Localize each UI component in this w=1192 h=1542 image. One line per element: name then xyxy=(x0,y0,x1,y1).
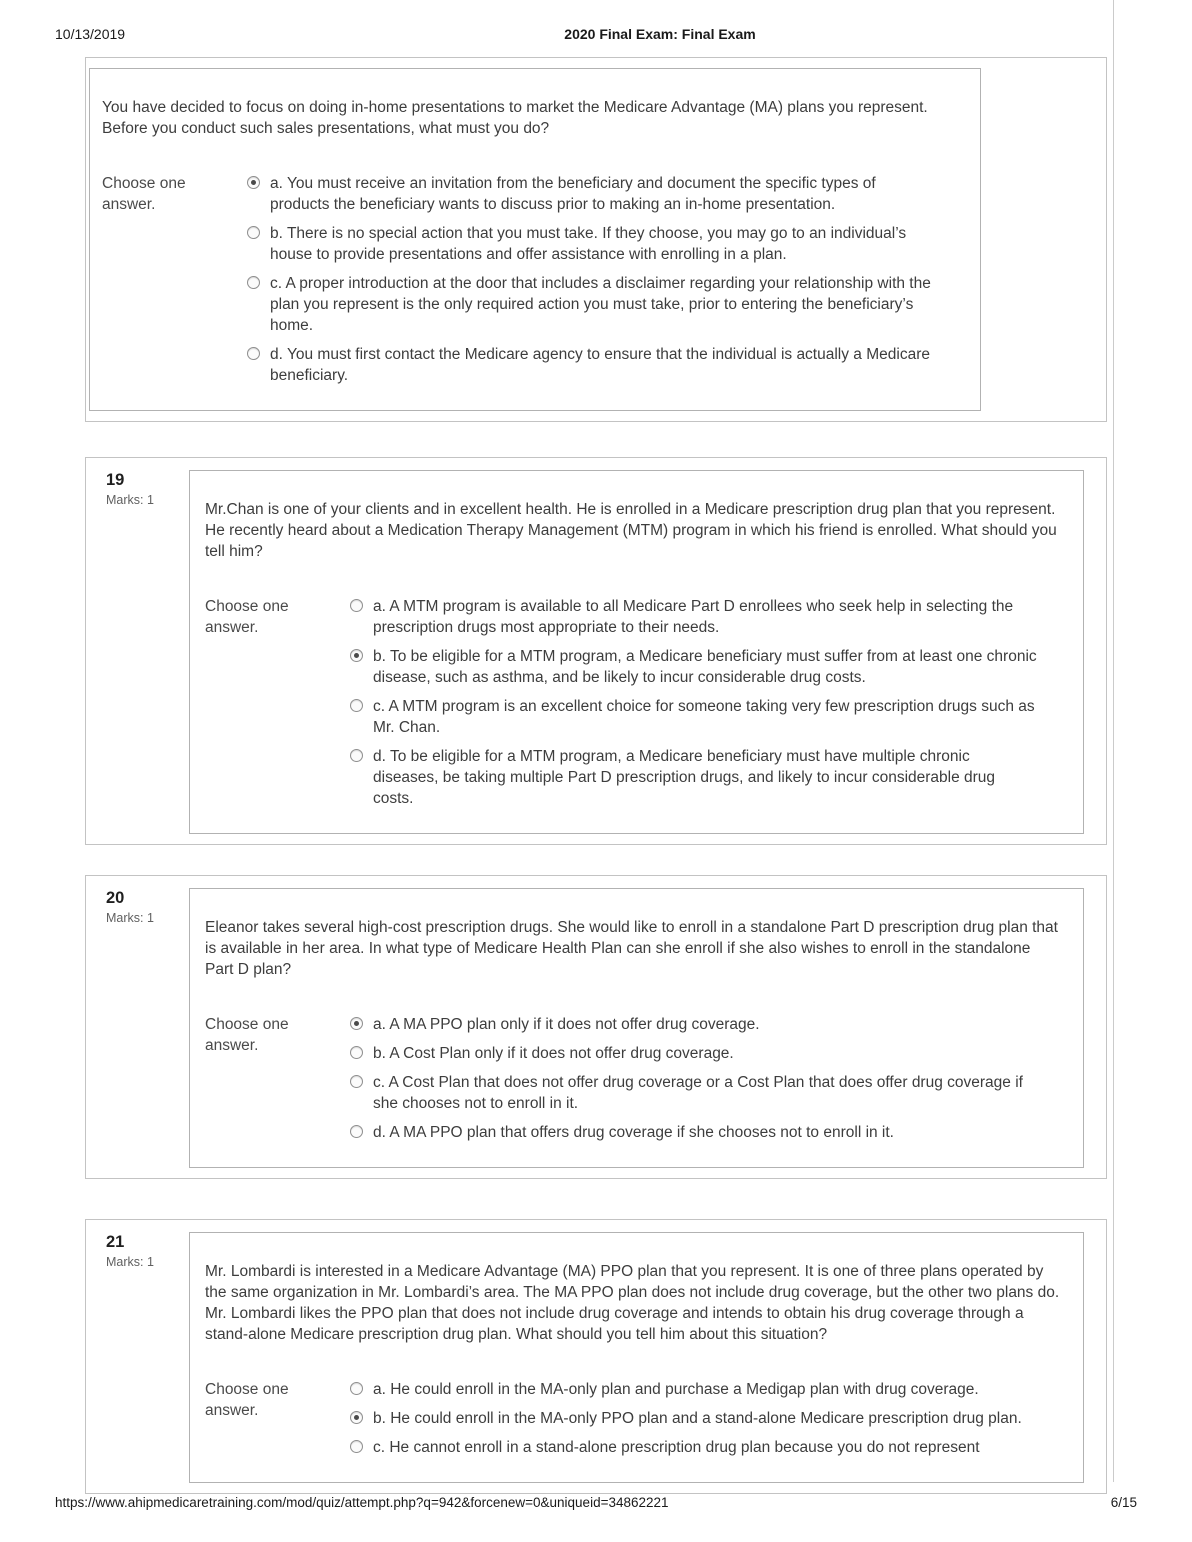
answer-option[interactable] xyxy=(350,1014,1038,1035)
answer-option-label: a. A MTM program is available to all Medicare Part D enrollees who seek help in selecting the prescription drugs most appropriate to their needs. xyxy=(373,598,1014,636)
options-list xyxy=(350,1379,1063,1458)
radio-button[interactable] xyxy=(350,1017,363,1030)
question-marks: Marks: 1 xyxy=(106,911,154,925)
answer-area xyxy=(205,596,1063,809)
question-marks: Marks: 1 xyxy=(106,1255,154,1269)
radio-button[interactable] xyxy=(350,1382,363,1395)
answer-option[interactable] xyxy=(247,223,935,265)
answer-option[interactable] xyxy=(350,596,1038,638)
question-block xyxy=(85,457,1107,845)
answer-option[interactable] xyxy=(350,1122,1038,1143)
options-list xyxy=(247,173,960,386)
question-box xyxy=(189,888,1084,1168)
choose-one-label: Choose one answer. xyxy=(205,598,289,636)
answer-option[interactable] xyxy=(247,344,935,386)
answer-option-label: a. He could enroll in the MA-only plan and purchase a Medigap plan with drug coverage. xyxy=(373,1381,979,1398)
radio-button[interactable] xyxy=(350,599,363,612)
answer-option-label: b. He could enroll in the MA-only PPO plan and a stand-alone Medicare prescription drug plan. xyxy=(373,1410,1022,1427)
answer-option-label: b. To be eligible for a MTM program, a Medicare beneficiary must suffer from at least one chronic disease, such as asthma, and be likely to incur considerable drug costs. xyxy=(373,648,1037,686)
answer-option-label: b. There is no special action that you must take. If they choose, you may go to an individual’s house to provide presentations and offer assistance with enrolling in a plan. xyxy=(270,225,907,263)
answer-area xyxy=(102,173,960,386)
question-number: 19 xyxy=(106,471,125,489)
print-footer xyxy=(55,1492,1137,1510)
question-block-clip xyxy=(85,1219,1107,1501)
choose-one-label: Choose one answer. xyxy=(205,1381,289,1419)
question-text: Eleanor takes several high-cost prescription drugs. She would like to enroll in a standalone Part D prescription drug plan that is available in her area. In what type of Medicare Health Plan can she enroll if she also wishes to enroll in the standalone Part D plan? xyxy=(205,919,1058,978)
options-list xyxy=(350,1014,1063,1143)
page-right-border xyxy=(1113,0,1114,1482)
question-marks: Marks: 1 xyxy=(106,493,154,507)
radio-button[interactable] xyxy=(350,699,363,712)
print-date: 10/13/2019 xyxy=(55,26,126,42)
radio-button[interactable] xyxy=(247,176,260,189)
question-box xyxy=(189,1232,1084,1483)
radio-button[interactable] xyxy=(350,749,363,762)
answer-option[interactable] xyxy=(350,646,1038,688)
choose-one-label: Choose one answer. xyxy=(102,175,186,213)
answer-option[interactable] xyxy=(350,746,1038,809)
radio-button[interactable] xyxy=(247,226,260,239)
answer-area xyxy=(205,1014,1063,1143)
radio-button[interactable] xyxy=(350,1075,363,1088)
answer-option[interactable] xyxy=(247,273,935,336)
options-list xyxy=(350,596,1063,809)
choose-one-label: Choose one answer. xyxy=(205,1016,289,1054)
answer-option[interactable] xyxy=(350,1408,1038,1429)
radio-button[interactable] xyxy=(350,1046,363,1059)
question-box xyxy=(89,68,981,411)
question-number: 21 xyxy=(106,1233,125,1251)
question-text: Mr. Lombardi is interested in a Medicare Advantage (MA) PPO plan that you represent. It is one of three plans operated by the same organization in Mr. Lombardi’s area. The MA PPO plan does not include drug coverage, but the other two plans do. Mr. Lombardi likes the PPO plan that does not include drug coverage and intends to obtain his drug coverage through a stand-alone Medicare prescription drug plan. What should you tell him about this situation? xyxy=(205,1263,1060,1343)
question-number-column xyxy=(86,458,189,844)
answer-option[interactable] xyxy=(350,696,1038,738)
answer-option[interactable] xyxy=(350,1072,1038,1114)
question-number-column xyxy=(86,1220,189,1493)
answer-option-label: b. A Cost Plan only if it does not offer drug coverage. xyxy=(373,1045,734,1062)
question-number-column xyxy=(86,876,189,1178)
question-number: 20 xyxy=(106,889,125,907)
footer-url: https://www.ahipmedicaretraining.com/mod/quiz/attempt.php?q=942&forcenew=0&uniqueid=34862221 xyxy=(55,1495,669,1510)
radio-button[interactable] xyxy=(350,1411,363,1424)
answer-option-label: c. He cannot enroll in a stand-alone prescription drug plan because you do not represent xyxy=(373,1439,980,1456)
radio-button[interactable] xyxy=(350,649,363,662)
question-box xyxy=(189,470,1084,834)
page-number: 6/15 xyxy=(1110,1495,1137,1510)
question-block xyxy=(85,1219,1107,1494)
exam-title: 2020 Final Exam: Final Exam xyxy=(564,26,756,42)
answer-option-label: c. A Cost Plan that does not offer drug coverage or a Cost Plan that does offer drug coverage if she chooses not to enroll in it. xyxy=(373,1074,1023,1112)
radio-button[interactable] xyxy=(247,276,260,289)
question-text: You have decided to focus on doing in-home presentations to market the Medicare Advantage (MA) plans you represent. Before you conduct such sales presentations, what must you do? xyxy=(102,99,928,137)
answer-option-label: d. A MA PPO plan that offers drug coverage if she chooses not to enroll in it. xyxy=(373,1124,894,1141)
answer-option[interactable] xyxy=(247,173,935,215)
radio-button[interactable] xyxy=(350,1440,363,1453)
question-block xyxy=(85,57,1107,422)
answer-option-label: c. A MTM program is an excellent choice for someone taking very few prescription drugs such as Mr. Chan. xyxy=(373,698,1035,736)
question-text: Mr.Chan is one of your clients and in excellent health. He is enrolled in a Medicare prescription drug plan that you represent. He recently heard about a Medication Therapy Management (MTM) program in which his friend is enrolled. What should you tell him? xyxy=(205,501,1057,560)
print-header xyxy=(55,24,1137,44)
answer-option[interactable] xyxy=(350,1437,1038,1458)
radio-button[interactable] xyxy=(350,1125,363,1138)
answer-option[interactable] xyxy=(350,1043,1038,1064)
answer-option[interactable] xyxy=(350,1379,1038,1400)
quiz-content xyxy=(85,57,1107,1501)
radio-button[interactable] xyxy=(247,347,260,360)
answer-option-label: c. A proper introduction at the door that includes a disclaimer regarding your relationship with the plan you represent is the only required action you must take, prior to entering the beneficiary’s home. xyxy=(270,275,931,334)
answer-option-label: a. You must receive an invitation from the beneficiary and document the specific types of products the beneficiary wants to discuss prior to making an in-home presentation. xyxy=(270,175,876,213)
question-block xyxy=(85,875,1107,1179)
answer-area xyxy=(205,1379,1063,1458)
answer-option-label: d. To be eligible for a MTM program, a Medicare beneficiary must have multiple chronic diseases, be taking multiple Part D prescription drugs, and likely to incur considerable drug costs. xyxy=(373,748,996,807)
answer-option-label: a. A MA PPO plan only if it does not offer drug coverage. xyxy=(373,1016,760,1033)
answer-option-label: d. You must first contact the Medicare agency to ensure that the individual is actually a Medicare beneficiary. xyxy=(270,346,930,384)
